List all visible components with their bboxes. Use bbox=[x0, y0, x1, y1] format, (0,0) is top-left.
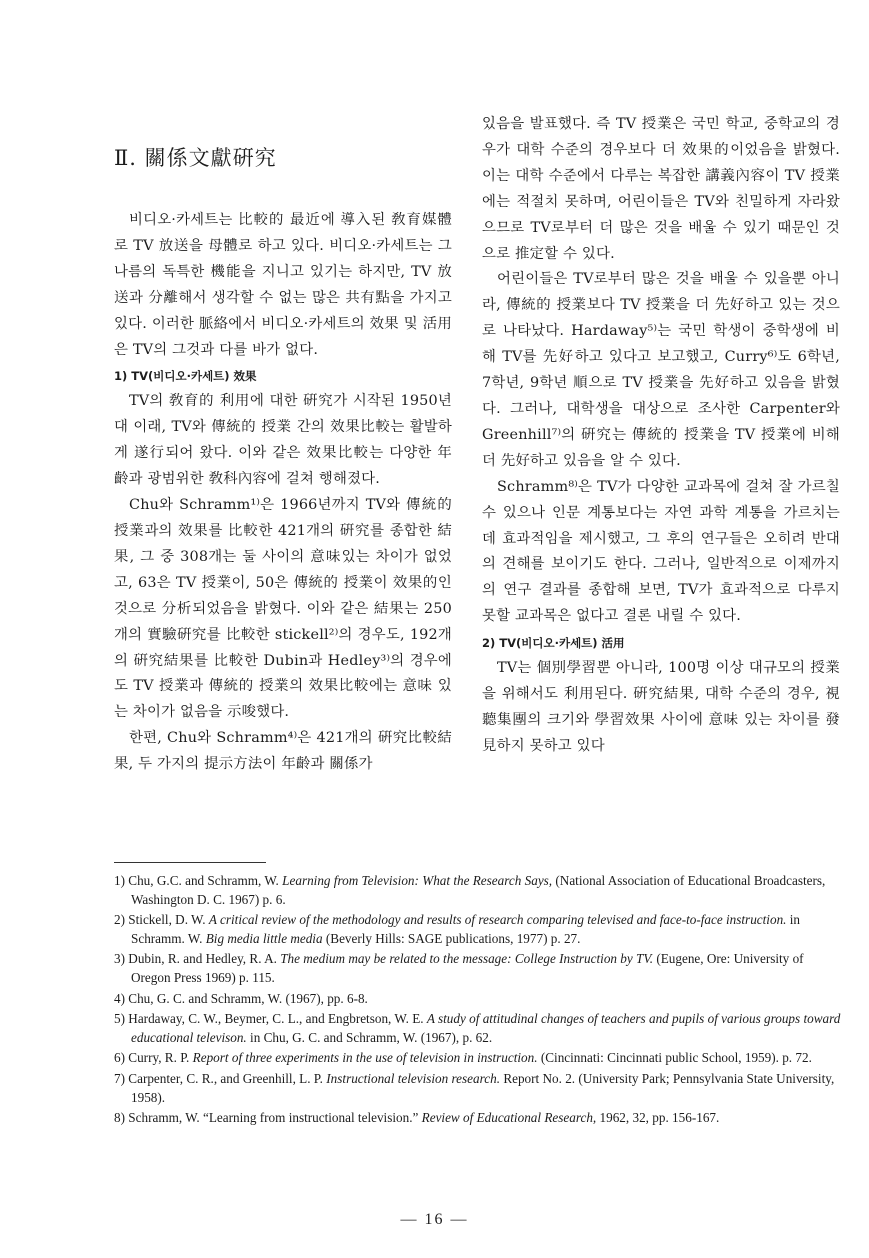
paragraph: Schramm⁸⁾은 TV가 다양한 교과목에 걸쳐 잘 가르칠 수 있으나 인문 계통보다는 자연 과학 계통을 가르치는 데 효과적임을 제시했고, 그 후의 연구들은 오히려 반대의 견해를 보이기도 한다. 그러나, 일반적으로 이제까지의 연구 결과를 종합해 보면, TV가 효과적으로 다루지 못할 교과목은 없다고 결론 내릴 수 있다. bbox=[482, 478, 840, 625]
left-column bbox=[114, 112, 452, 778]
footnote: 6) Curry, R. P. Report of three experiments in the use of television in instruction. (Cincinnati: Cincinnati public School, 1959). p. 72. bbox=[114, 1050, 812, 1066]
footnote: 5) Hardaway, C. W., Beymer, C. L., and Engbretson, W. E. A study of attitudinal changes of teachers and pupils of various groups toward educational televison. in Chu, G. C. and Schramm, W. (1967), p. 62. bbox=[114, 1011, 841, 1045]
paragraph: TV는 個別學習뿐 아니라, 100명 이상 대규모의 授業을 위해서도 利用된다. 硏究結果, 대학 수준의 경우, 視聽集團의 크기와 學習效果 사이에 意味 있는 차이를 發見하지 못하고 있다 bbox=[482, 660, 840, 754]
subsection-heading-usage: 2) TV(비디오·카세트) 活用 bbox=[482, 636, 625, 651]
footnote: 2) Stickell, D. W. A critical review of the methodology and results of research comparing televised and face-to-face instruction. in Schramm. W. Big media little media (Beverly Hills: SAGE publications, 1977) p. 27. bbox=[114, 912, 801, 946]
footnote-divider bbox=[114, 862, 266, 863]
section-heading: Ⅱ. 關係文獻硏究 bbox=[114, 146, 277, 170]
right-column bbox=[482, 112, 840, 760]
page-number: — 16 — bbox=[400, 1211, 469, 1228]
footnote: 3) Dubin, R. and Hedley, R. A. The medium may be related to the message: College Instruction by TV. (Eugene, Ore: University of Oregon Press 1969) p. 115. bbox=[114, 951, 804, 985]
paragraph: 어린이들은 TV로부터 많은 것을 배울 수 있을뿐 아니라, 傳統的 授業보다 TV 授業을 더 先好하고 있는 것으로 나타났다. Hardaway⁵⁾는 국민 학생이 중학생에 비해 TV를 先好하고 있다고 보고했고, Curry⁶⁾도 6학년, 7학년, 9학년 順으로 TV 授業을 先好하고 있음을 밝혔다. 그러나, 대학생을 대상으로 조사한 Carpenter와 Greenhill⁷⁾의 硏究는 傳統的 授業을 TV 授業에 비해 더 先好하고 있음을 알 수 있다. bbox=[482, 271, 840, 469]
footnote: 8) Schramm, W. “Learning from instructional television.” Review of Educational Research, 1962, 32, pp. 156-167. bbox=[114, 1110, 720, 1126]
paragraph: TV의 敎育的 利用에 대한 硏究가 시작된 1950년대 이래, TV와 傳統的 授業 간의 效果比較는 활발하게 遂行되어 왔다. 이와 같은 效果比較는 다양한 年齡과 광범위한 敎科內容에 걸쳐 행해졌다. bbox=[114, 393, 452, 488]
footnotes bbox=[114, 872, 842, 1130]
footnote: 7) Carpenter, C. R., and Greenhill, L. P. Instructional television research. Report No. 2. (University Park; Pennsylvania State University, 1958). bbox=[114, 1070, 835, 1105]
intro-paragraph: 비디오·카세트는 比較的 最近에 導入된 敎育媒體로 TV 放送을 母體로 하고 있다. 비디오·카세트는 그 나름의 독특한 機能을 지니고 있기는 하지만, TV 放送과 分離해서 생각할 수 없는 많은 共有點을 가지고 있다. 이러한 脈絡에서 비디오·카세트의 效果 및 活用은 TV의 그것과 다를 바가 없다. bbox=[114, 212, 452, 358]
footnote: 4) Chu, G. C. and Schramm, W. (1967), pp. 6-8. bbox=[114, 990, 368, 1006]
paragraph: 한편, Chu와 Schramm⁴⁾은 421개의 硏究比較結果, 두 가지의 提示方法이 年齡과 關係가 bbox=[114, 730, 452, 773]
paragraph: Chu와 Schramm¹⁾은 1966년까지 TV와 傳統的 授業과의 效果를 比較한 421개의 硏究를 종합한 結果, 그 중 308개는 둘 사이의 意味있는 차이가 없었고, 63은 TV 授業이, 50은 傳統的 授業이 效果的인 것으로 分析되었음을 밝혔다. 이와 같은 結果는 250개의 實驗硏究를 比較한 stickell²⁾의 경우도, 192개의 硏究結果를 比較한 Dubin과 Hedley³⁾의 경우에도 TV 授業과 傳統的 授業의 效果比較에는 意味 있는 차이가 없음을 示唆했다. bbox=[114, 497, 452, 721]
footnote: 1) Chu, G.C. and Schramm, W. Learning from Television: What the Research Says, (National Association of Educational Broadcasters, Washington D. C. 1967) p. 6. bbox=[114, 873, 826, 907]
paragraph: 있음을 발표했다. 즉 TV 授業은 국민 학교, 중학교의 경우가 대학 수준의 경우보다 더 效果的이었음을 밝혔다. 이는 대학 수준에서 다루는 복잡한 講義內容이 TV 授業에는 적절치 못하며, 어린이들은 TV와 친밀하게 자라왔으므로 TV로부터 더 많은 것을 배울 수 있기 때문인 것으로 推定할 수 있다. bbox=[482, 116, 840, 262]
subsection-heading-effects: 1) TV(비디오·카세트) 效果 bbox=[114, 369, 257, 384]
